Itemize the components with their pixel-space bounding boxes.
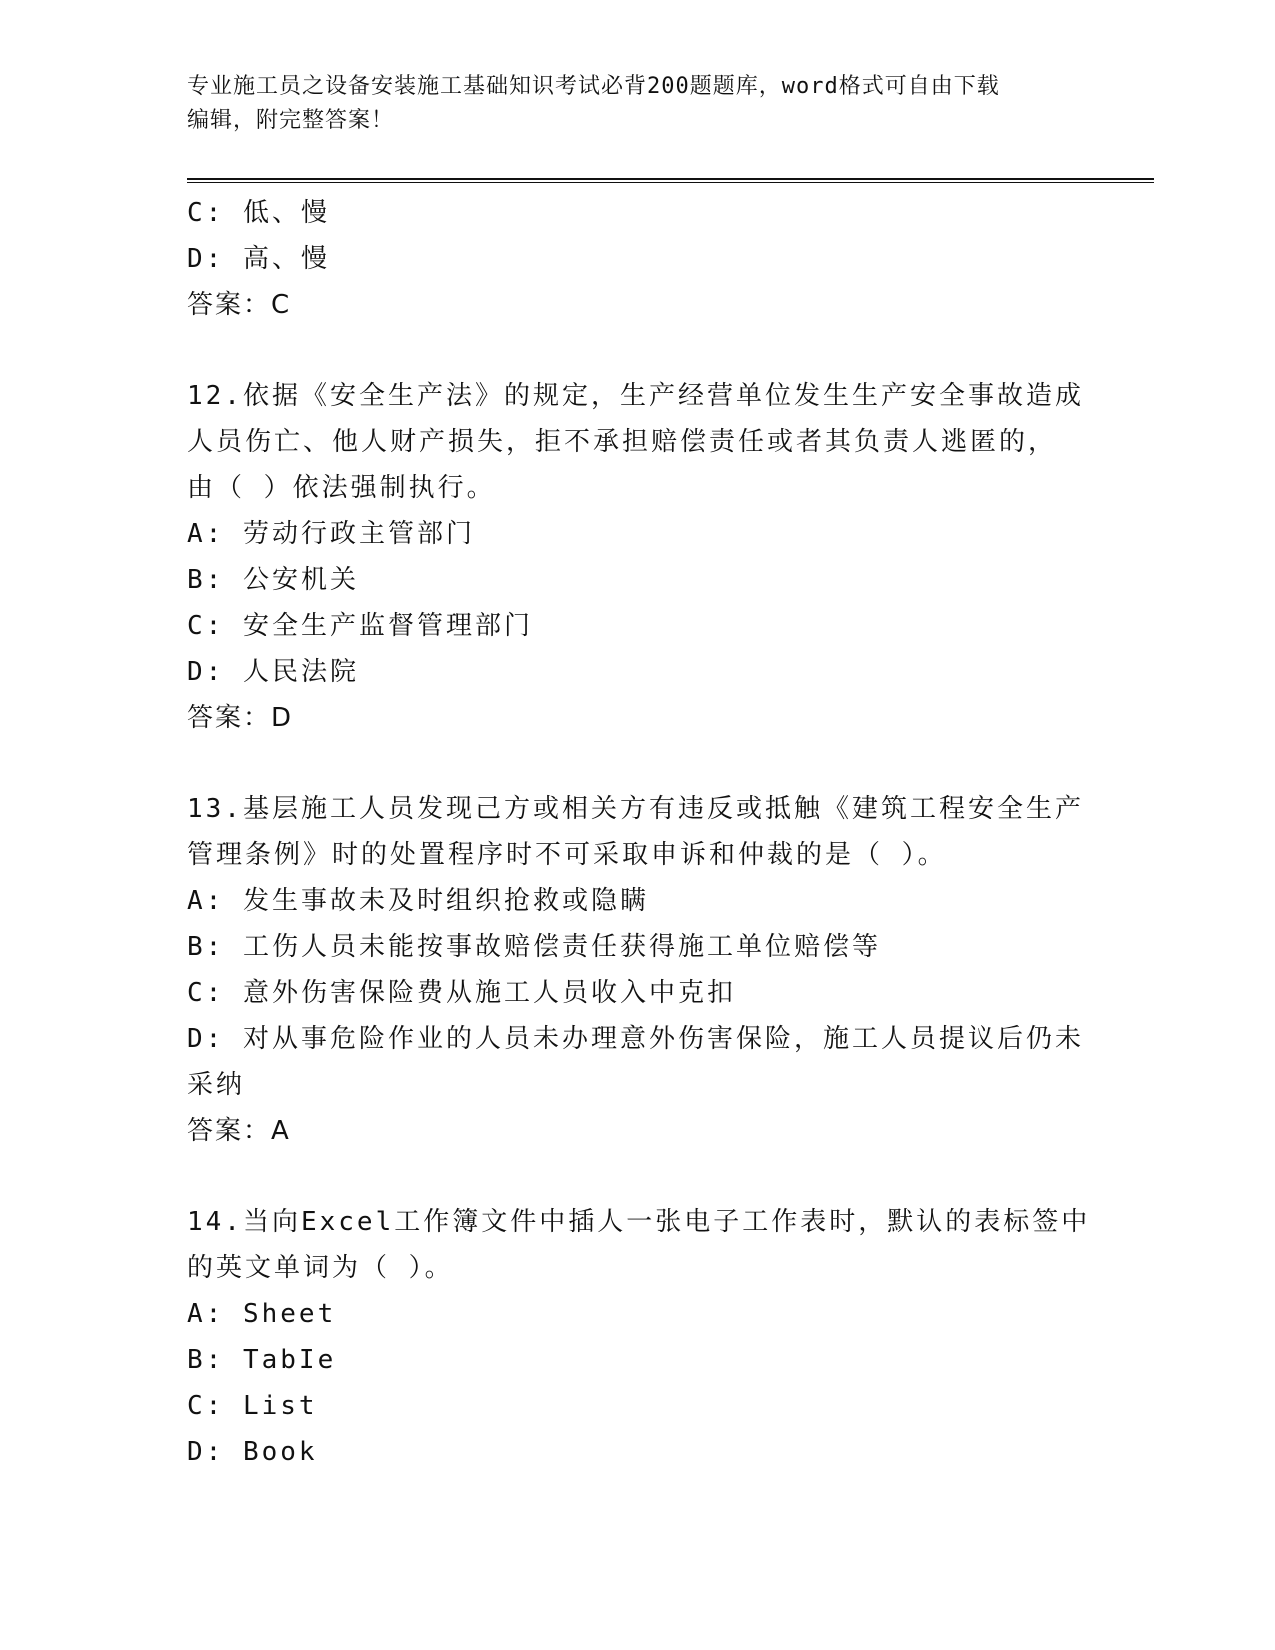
answer-line: 答案：D	[187, 703, 294, 733]
option-d: D: 对从事危险作业的人员未办理意外伤害保险，施工人员提议后仍未	[187, 1024, 1084, 1054]
document-header	[187, 70, 1067, 138]
header-divider	[187, 178, 1154, 183]
option-c: C: List	[187, 1391, 318, 1421]
option-b: B: 公安机关	[187, 565, 359, 595]
question-spacer	[187, 741, 1087, 786]
option-d: D: 高、慢	[187, 244, 330, 274]
question-spacer	[187, 328, 1087, 373]
option-c: C: 低、慢	[187, 198, 330, 228]
option-d: D: Book	[187, 1437, 318, 1467]
question-stem-line: 由（ ）依法强制执行。	[187, 473, 496, 503]
option-d-continued: 采纳	[187, 1070, 246, 1100]
option-b: B: TabIe	[187, 1345, 337, 1375]
question-11-continued	[187, 190, 1087, 328]
option-d: D: 人民法院	[187, 657, 359, 687]
option-c: C: 安全生产监督管理部门	[187, 611, 533, 641]
option-a: A: 劳动行政主管部门	[187, 519, 475, 549]
question-12	[187, 373, 1087, 741]
question-stem-line: 人员伤亡、他人财产损失，拒不承担赔偿责任或者其负责人逃匿的，	[187, 427, 1058, 457]
question-stem-line: 管理条例》时的处置程序时不可采取申诉和仲裁的是（ ）。	[187, 840, 947, 870]
question-13	[187, 786, 1087, 1154]
option-c: C: 意外伤害保险费从施工人员收入中克扣	[187, 978, 736, 1008]
question-stem-line: 14.当向Excel工作簿文件中插人一张电子工作表时，默认的表标签中	[187, 1207, 1091, 1237]
option-a: A: Sheet	[187, 1299, 337, 1329]
question-stem-line: 13.基层施工人员发现己方或相关方有违反或抵触《建筑工程安全生产	[187, 794, 1084, 824]
question-14	[187, 1199, 1091, 1475]
question-stem-line: 的英文单词为（ ）。	[187, 1253, 454, 1283]
header-title-line-2: 编辑，附完整答案！	[187, 108, 395, 133]
option-b: B: 工伤人员未能按事故赔偿责任获得施工单位赔偿等	[187, 932, 881, 962]
answer-line: 答案：A	[187, 1116, 291, 1146]
question-stem-line: 12.依据《安全生产法》的规定，生产经营单位发生生产安全事故造成	[187, 381, 1084, 411]
header-title-line-1: 专业施工员之设备安装施工基础知识考试必背200题题库，word格式可自由下载	[187, 74, 1000, 99]
option-a: A: 发生事故未及时组织抢救或隐瞒	[187, 886, 649, 916]
answer-line: 答案：C	[187, 290, 292, 320]
question-spacer	[187, 1154, 1087, 1199]
document-body	[187, 190, 1091, 1475]
